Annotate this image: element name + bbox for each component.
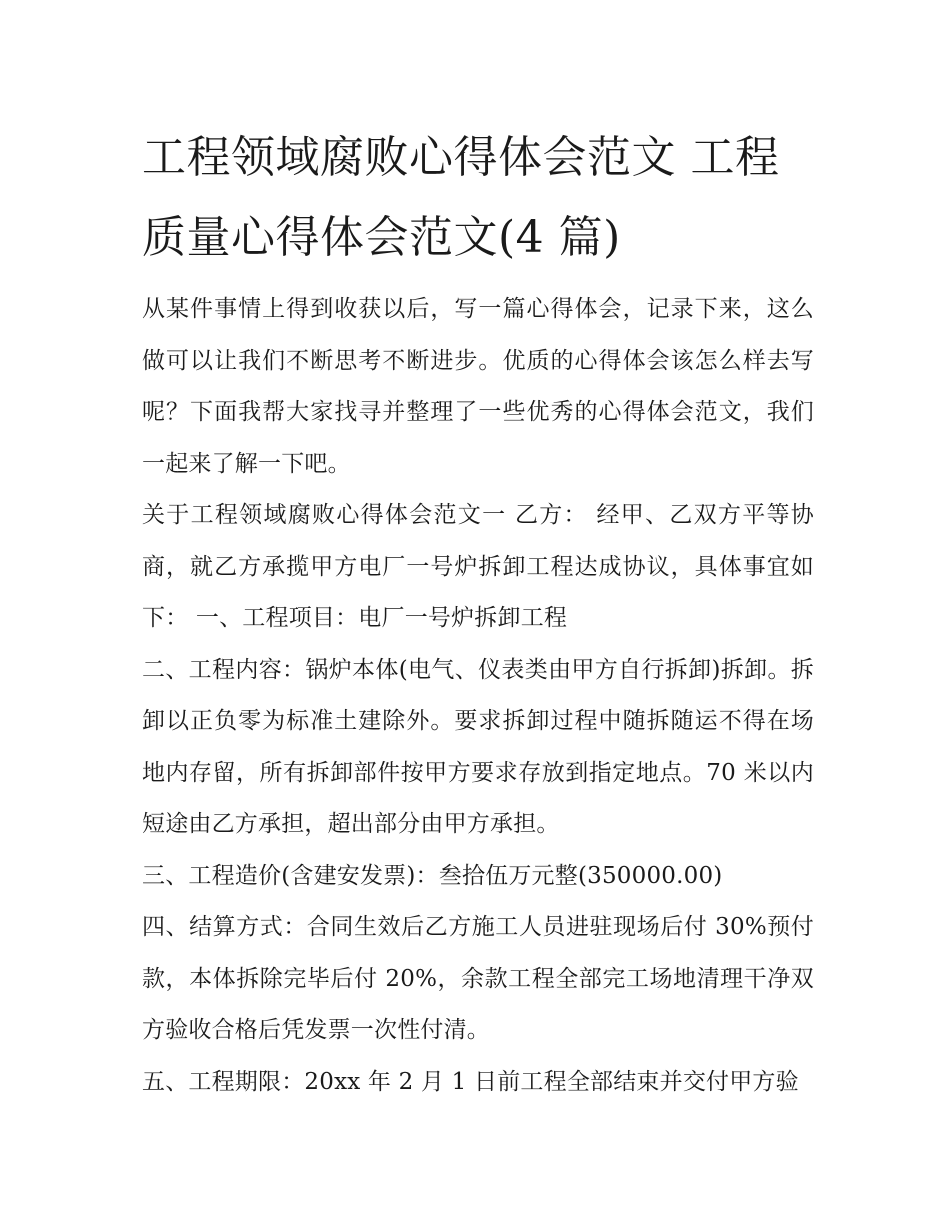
document-body bbox=[142, 118, 814, 1108]
paragraph-section-2: 二、工程内容：锅炉本体(电气、仪表类由甲方自行拆卸)拆卸。拆卸以正负零为标准土建除外。要求拆卸过程中随拆随运不得在场地内存留，所有拆卸部件按甲方要求存放到指定地点。70 米以内短途由乙方承担，超出部分由甲方承担。 bbox=[142, 656, 814, 837]
paragraph-section-4: 四、结算方式：合同生效后乙方施工人员进驻现场后付 30%预付款，本体拆除完毕后付 20%，余款工程全部完工场地清理干净双方验收合格后凭发票一次性付清。 bbox=[142, 914, 814, 1043]
paragraph-intro: 从某件事情上得到收获以后，写一篇心得体会，记录下来，这么做可以让我们不断思考不断进步。优质的心得体会该怎么样去写呢？下面我帮大家找寻并整理了一些优秀的心得体会范文，我们一起来了解一下吧。 bbox=[142, 296, 814, 477]
paragraph-agreement: 关于工程领域腐败心得体会范文一 乙方： 经甲、乙双方平等协商，就乙方承揽甲方电厂一号炉拆卸工程达成协议，具体事宜如下： 一、工程项目：电厂一号炉拆卸工程 bbox=[142, 502, 814, 631]
paragraph-section-3: 三、工程造价(含建安发票)：叁拾伍万元整(350000.00) bbox=[142, 862, 723, 889]
document-title: 工程领域腐败心得体会范文 工程质量心得体会范文(4 篇) bbox=[142, 132, 780, 263]
paragraph-section-5: 五、工程期限：20xx 年 2 月 1 日前工程全部结束并交付甲方验 bbox=[142, 1068, 799, 1095]
